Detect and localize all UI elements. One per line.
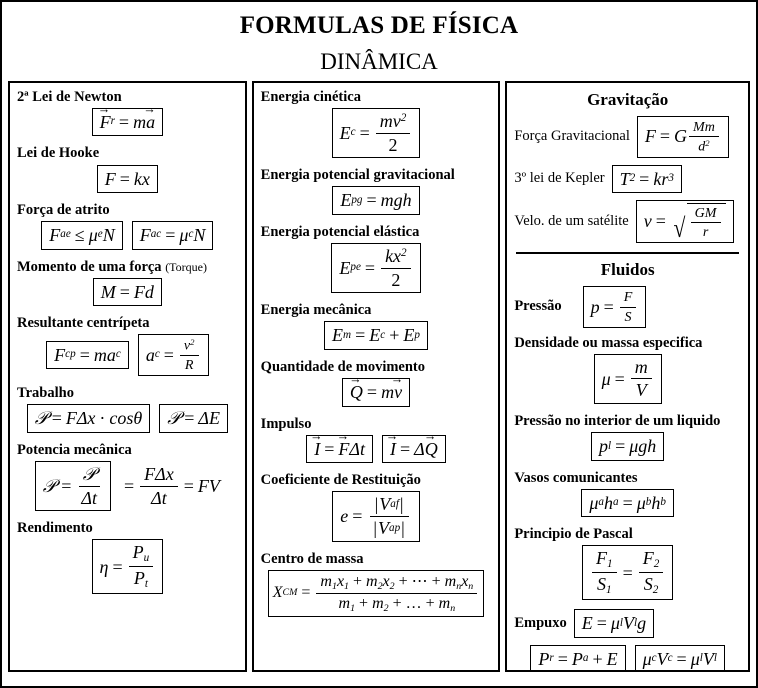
formula-box-centripetal-acceleration: a c = $\frac{v^2}{R}$	[138, 334, 209, 376]
formula-box-torque: M = Fd	[93, 278, 162, 307]
formula-box-power: 𝒫 = $\frac{\text{𝒫}}{\Delta t}$	[35, 461, 111, 511]
formula-row-impulse	[261, 435, 492, 464]
formula-box-kinetic-friction: F ac = μ c N	[132, 221, 214, 250]
section-title-gravitation: Gravitação	[587, 89, 669, 109]
formula-row-mechanical-energy	[261, 321, 492, 350]
label-restitution-coefficient: Coeficiente de Restituição	[260, 472, 421, 489]
formula-row-momentum	[261, 378, 492, 407]
formula-box-impulse-force-time: I → = F → Δt	[306, 435, 373, 464]
formula-row-pressure-inside-liquid	[514, 432, 741, 461]
formula-box-hooke: F = kx	[97, 165, 158, 194]
formula-row-torque	[17, 278, 238, 307]
formula-box-gravitational-potential-energy: E pg = mgh	[332, 186, 419, 215]
label-friction-force: Força de atrito	[17, 202, 110, 219]
formula-box-communicating-vessels: μ a h a = μ b h b	[581, 489, 674, 518]
label-elastic-potential-energy: Energia potencial elástica	[260, 223, 420, 240]
formula-row-satellite-velocity	[514, 200, 741, 243]
label-gravitational-potential-energy: Energia potencial gravitacional	[260, 167, 455, 184]
page-title: FORMULAS DE FÍSICA	[239, 12, 519, 39]
formula-row-newton	[17, 108, 238, 137]
label-kepler-third-law: 3º lei de Kepler	[514, 170, 605, 187]
label-momentum: Quantidade de movimento	[260, 358, 426, 375]
formula-row-buoyancy	[514, 609, 741, 638]
label-efficiency: Rendimento	[17, 520, 93, 537]
formula-row-elastic-potential-energy	[261, 243, 492, 293]
formula-row-power	[17, 461, 238, 511]
label-mechanical-energy: Energia mecânica	[260, 302, 372, 319]
formula-box-apparent-weight: P r = P a + E	[530, 645, 625, 672]
label-impulse: Impulso	[260, 415, 312, 432]
section-title-fluids: Fluidos	[600, 260, 655, 280]
formula-tail-power: = $\frac{\text{FΔx}}{\Delta t}$ = FV	[124, 463, 220, 508]
formula-box-buoyancy: E = μ l V l g	[574, 609, 654, 638]
label-center-of-mass: Centro de massa	[260, 550, 364, 567]
label-torque	[17, 259, 238, 276]
formula-box-centripetal-force: F cp = ma c	[46, 341, 129, 370]
label-communicating-vessels: Vasos comunicantes	[514, 469, 638, 486]
formula-row-restitution	[261, 491, 492, 541]
formula-row-gravitational-potential-energy	[261, 186, 492, 215]
label-torque-note: (Torque)	[165, 259, 207, 274]
formula-box-work-energy: 𝒫 = ΔE	[159, 404, 228, 433]
formula-box-pressure-inside-liquid: p l = μgh	[591, 432, 664, 461]
formula-box-kinetic-energy: E c = $\frac{mv^2}{2}$	[332, 108, 421, 158]
label-density: Densidade ou massa especifica	[514, 334, 703, 351]
column-dynamics-left	[8, 81, 247, 672]
label-centripetal-resultant: Resultante centrípeta	[17, 315, 150, 332]
columns-container	[2, 81, 756, 678]
formula-box-center-of-mass: X CM = $\frac{m_1x_1 + m_2x_2 + \cdots + m_nx_n}{m_1 + m_2 + \dots + m_n}$	[268, 570, 485, 617]
formula-box-elastic-potential-energy: E pe = $\frac{kx^2}{2}$	[331, 243, 420, 293]
section-divider	[516, 252, 739, 254]
formula-box-gravitational-force: F = G $\frac{Mm}{d^2}$	[637, 116, 729, 158]
formula-box-mechanical-energy: E m = E c + E p	[324, 321, 428, 350]
formula-box-work-force-displacement: 𝒫 = FΔx · cosθ	[27, 404, 151, 433]
formula-row-work	[17, 404, 238, 433]
label-satellite-velocity: Velo. de um satélite	[514, 213, 629, 230]
formula-row-kepler-third-law	[514, 165, 741, 194]
formula-row-friction	[17, 221, 238, 250]
column-dynamics-middle	[252, 81, 501, 672]
formula-box-static-friction: F ae ≤ μ e N	[41, 221, 122, 250]
formula-row-density	[514, 354, 741, 404]
label-work: Trabalho	[17, 385, 74, 402]
label-pressure: Pressão	[514, 298, 562, 315]
formula-row-hooke	[17, 165, 238, 194]
formula-box-restitution: e = | V af | | V ap |	[332, 491, 420, 541]
formula-box-floating-equilibrium: μ c V c = μ l V l	[635, 645, 725, 672]
label-mechanical-power: Potencia mecânica	[17, 441, 132, 458]
formula-box-pressure: p = $\frac{F}{S}$	[583, 286, 647, 327]
formula-row-kinetic-energy	[261, 108, 492, 158]
formula-box-impulse-momentum: I → = Δ Q →	[382, 435, 446, 464]
formula-box-efficiency: η = $\frac{P_u}{P_t}$	[92, 539, 164, 594]
page-subtitle: DINÂMICA	[320, 48, 438, 74]
formula-row-center-of-mass	[261, 570, 492, 617]
label-torque-main: Momento de uma força	[17, 258, 162, 275]
formula-row-apparent-weight	[514, 645, 741, 672]
label-kinetic-energy: Energia cinética	[260, 88, 361, 105]
formula-box-satellite-velocity: v = √ $\frac{GM}{r}$	[636, 200, 734, 243]
label-newton-second-law: 2ª Lei de Newton	[17, 88, 122, 105]
label-buoyancy: Empuxo	[514, 615, 567, 632]
formula-box-kepler-third-law: T 2 = kr 3	[612, 165, 682, 194]
formula-row-efficiency	[17, 539, 238, 594]
label-pascal-principle: Principio de Pascal	[514, 526, 633, 543]
formula-row-pascal-principle	[514, 545, 741, 600]
formula-box-density: μ = $\frac{m}{V}$	[594, 354, 662, 404]
formula-row-centripetal	[17, 334, 238, 376]
formula-row-pressure	[514, 286, 741, 327]
formula-row-gravitational-force	[514, 116, 741, 158]
formula-row-communicating-vessels	[514, 489, 741, 518]
label-pressure-inside-liquid: Pressão no interior de um liquido	[514, 413, 721, 430]
label-gravitational-force: Força Gravitacional	[514, 128, 630, 144]
column-gravitation-fluids	[505, 81, 750, 672]
formula-box-newton: F → r = m a →	[92, 108, 164, 137]
formula-box-pascal-principle: $\frac{F_1}{S_1}$ = $\frac{F_2}{S_2}$	[582, 545, 673, 600]
label-hooke-law: Lei de Hooke	[17, 145, 100, 162]
formula-box-momentum: Q → = m v →	[342, 378, 410, 407]
